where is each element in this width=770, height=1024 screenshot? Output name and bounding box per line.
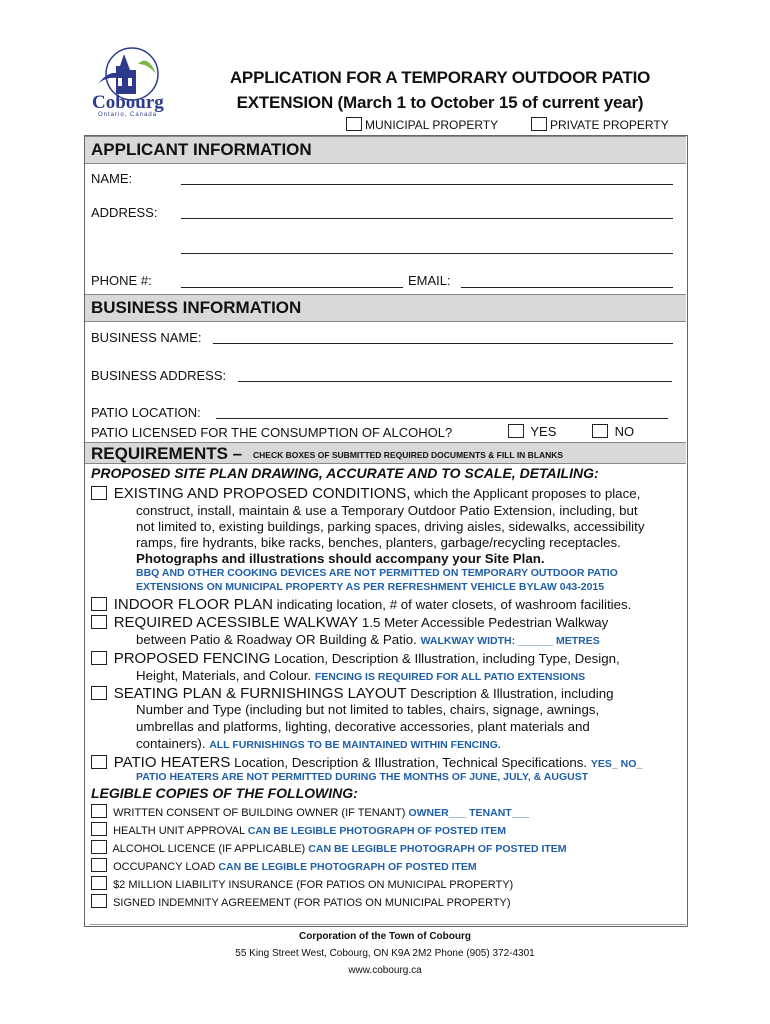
legible-checkbox[interactable] [91,876,107,890]
title-line-1: APPLICATION FOR A TEMPORARY OUTDOOR PATIO [229,68,651,87]
legible-item: OCCUPANCY LOAD CAN BE LEGIBLE PHOTOGRAPH OF POSTED ITEM [91,858,567,876]
fencing-checkbox[interactable] [91,651,107,665]
requirements-header: REQUIREMENTS – CHECK BOXES OF SUBMITTED REQUIRED DOCUMENTS & FILL IN BLANKS [85,442,686,464]
logo-text: Cobourg [92,92,164,113]
photos-note: Photographs and illustrations should accompany your Site Plan. [136,551,545,566]
business-name-label: BUSINESS NAME: [91,330,202,345]
walkway-item: REQUIRED ACESSIBLE WALKWAY 1.5 Meter Accessible Pedestrian Walkway [91,614,608,631]
phone-field[interactable] [181,287,403,288]
bbq-note-1: BBQ AND OTHER COOKING DEVICES ARE NOT PERMITTED ON TEMPORARY OUTDOOR PATIO [136,567,618,579]
legible-item: $2 MILLION LIABILITY INSURANCE (FOR PATIOS ON MUNICIPAL PROPERTY) [91,876,567,894]
legible-list [91,804,567,912]
seating-line-2: Number and Type (including but not limited to tables, chairs, signage, awnings, [136,702,600,717]
licensed-label: PATIO LICENSED FOR THE CONSUMPTION OF ALCOHOL? [91,425,453,440]
footer-divider [90,924,686,925]
indoor-checkbox[interactable] [91,597,107,611]
heaters-item: PATIO HEATERS Location, Description & Illustration, Technical Specifications. YES_ NO_ [91,754,642,771]
seating-item: SEATING PLAN & FURNISHINGS LAYOUT Description & Illustration, including [91,685,614,702]
site-plan-title: PROPOSED SITE PLAN DRAWING, ACCURATE AND TO SCALE, DETAILING: [91,465,599,481]
existing-line-2: construct, install, maintain & use a Temporary Outdoor Patio Extension, including, but [136,503,638,518]
address-label: ADDRESS: [91,205,158,220]
legible-checkbox[interactable] [91,822,107,836]
private-property-option[interactable]: PRIVATE PROPERTY [531,117,669,132]
walkway-checkbox[interactable] [91,615,107,629]
walkway-width-field: WALKWAY WIDTH: ______ METRES [420,635,600,647]
business-header: BUSINESS INFORMATION [85,294,686,322]
email-field[interactable] [461,287,673,288]
licensed-no-checkbox[interactable] [592,424,608,438]
legible-item: SIGNED INDEMNITY AGREEMENT (FOR PATIOS ON MUNICIPAL PROPERTY) [91,894,567,912]
email-label: EMAIL: [408,273,451,288]
business-name-field[interactable] [213,343,673,344]
phone-label: PHONE #: [91,273,152,288]
business-address-label: BUSINESS ADDRESS: [91,368,227,383]
footer-address: 55 King Street West, Cobourg, ON K9A 2M2 Phone (905) 372-4301 [235,948,535,959]
municipal-property-option[interactable]: MUNICIPAL PROPERTY [346,117,498,132]
licensed-yes[interactable]: YES [508,424,556,439]
seating-line-3: umbrellas and platforms, lighting, decorative accessories, plant materials and [136,719,590,734]
walkway-line-2: between Patio & Roadway OR Building & Patio. WALKWAY WIDTH: ______ METRES [136,632,600,647]
address-field-1[interactable] [181,218,673,219]
fencing-item: PROPOSED FENCING Location, Description & Illustration, including Type, Design, [91,650,620,667]
business-address-field[interactable] [238,381,672,382]
name-field[interactable] [181,184,673,185]
existing-checkbox[interactable] [91,486,107,500]
legible-item: WRITTEN CONSENT OF BUILDING OWNER (IF TENANT) OWNER___ TENANT___ [91,804,567,822]
legible-checkbox[interactable] [91,858,107,872]
bbq-note-2: EXTENSIONS ON MUNICIPAL PROPERTY AS PER REFRESHMENT VEHICLE BYLAW 043-2015 [136,581,605,593]
title-line-2: EXTENSION (March 1 to October 15 of current year) [236,93,644,112]
seating-line-4: containers). ALL FURNISHINGS TO BE MAINTAINED WITHIN FENCING. [136,736,501,751]
legible-checkbox[interactable] [91,894,107,908]
legible-item: ALCOHOL LICENCE (IF APPLICABLE) CAN BE LEGIBLE PHOTOGRAPH OF POSTED ITEM [91,840,567,858]
heaters-checkbox[interactable] [91,755,107,769]
logo-subtext: Ontario, Canada [98,112,158,118]
seating-checkbox[interactable] [91,686,107,700]
footer-org: Corporation of the Town of Cobourg [298,931,471,942]
address-field-2[interactable] [181,253,673,254]
name-label: NAME: [91,171,133,186]
private-checkbox[interactable] [531,117,547,131]
cobourg-logo [88,44,170,124]
indoor-floor-plan-item: INDOOR FLOOR PLAN indicating location, # of water closets, of washroom facilities. [91,596,631,613]
patio-location-label: PATIO LOCATION: [91,405,201,420]
existing-line-3: not limited to, existing buildings, parking spaces, driving aisles, sidewalks, accessibility [136,519,645,534]
heaters-yes-no: YES_ NO_ [590,758,643,770]
fencing-line-2: Height, Materials, and Colour. FENCING IS REQUIRED FOR ALL PATIO EXTENSIONS [136,668,586,683]
patio-location-field[interactable] [216,418,668,419]
footer-web[interactable]: www.cobourg.ca [348,965,422,976]
applicant-header: APPLICANT INFORMATION [85,136,686,164]
legible-title: LEGIBLE COPIES OF THE FOLLOWING: [91,785,358,801]
legible-checkbox[interactable] [91,840,107,854]
legible-checkbox[interactable] [91,804,107,818]
existing-conditions-item: EXISTING AND PROPOSED CONDITIONS, which the Applicant proposes to place, [91,485,640,502]
licensed-yes-checkbox[interactable] [508,424,524,438]
heaters-note: PATIO HEATERS ARE NOT PERMITTED DURING THE MONTHS OF JUNE, JULY, & AUGUST [136,771,589,783]
existing-line-4: ramps, fire hydrants, bike racks, benches, planters, garbage/recycling receptacles. [136,535,621,550]
licensed-no[interactable]: NO [592,424,634,439]
legible-item: HEALTH UNIT APPROVAL CAN BE LEGIBLE PHOTOGRAPH OF POSTED ITEM [91,822,567,840]
municipal-checkbox[interactable] [346,117,362,131]
